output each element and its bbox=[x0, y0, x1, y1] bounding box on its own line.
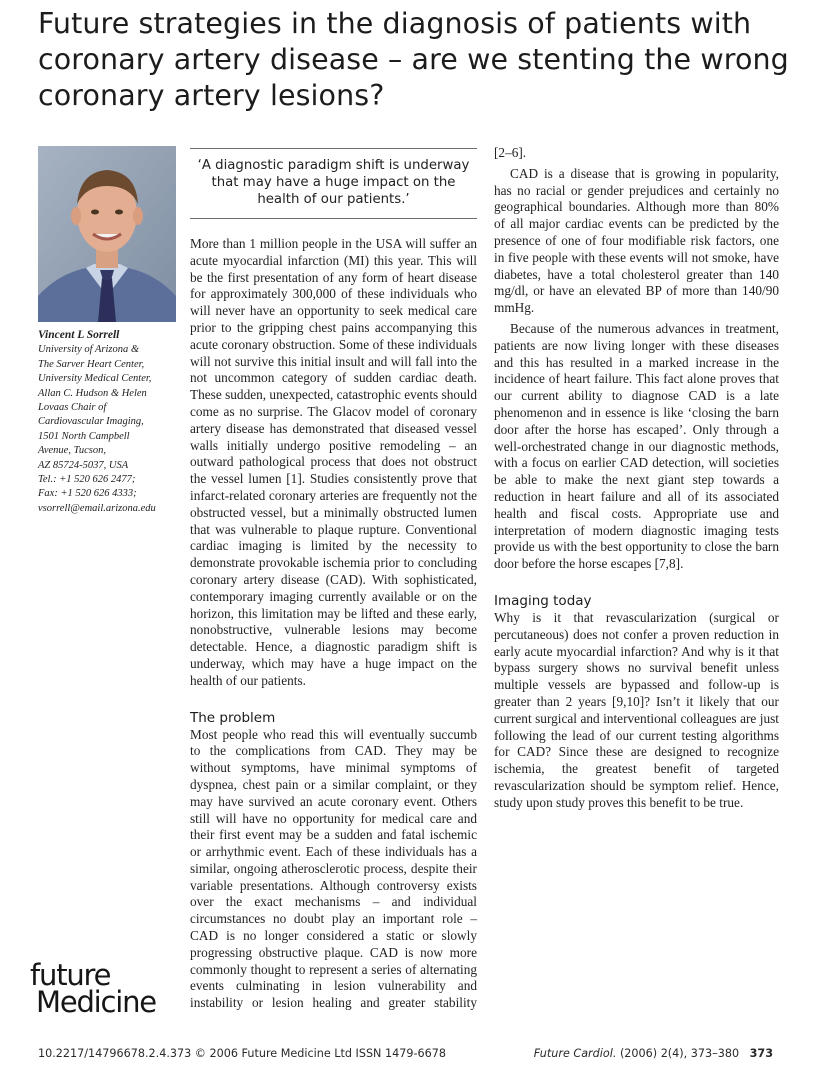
author-photo bbox=[38, 146, 176, 322]
page-number: 373 bbox=[749, 1047, 773, 1060]
affiliation-line: 1501 North Campbell bbox=[38, 430, 130, 442]
problem-paragraph bbox=[190, 727, 477, 1013]
affiliation-line: University of Arizona & bbox=[38, 344, 140, 356]
intro-paragraph: More than 1 million people in the USA will suffer an acute myocardial infarction (MI) this year. This will be the first presentation of any form of heart disease for approximately 300,000 of these individuals who will never have an opportunity to seek medical care prior to the gripping chest pains accompanying this acute coronary obstruction. Some of these individuals will not survive this initial insult and will fall into the not uncommon category of sudden cardiac death. These sudden, unexpected, catastrophic events should come as no surprise. The Glacov model of coronary artery disease has demonstrated that diseased vessel walls initially undergo positive remodeling – an outward pathological process that does not obstruct the vessel lumen [1]. Studies consistently prove that infarct-related coronary arteries are frequently not the obstructed vessel, but a minimally obstructed lumen that was vulnerable to plaque rupture. Conventional cardiac imaging is limited by the necessity to demonstrate provokable ischemia prior to concluding coronary artery disease (CAD). With sophisticated, contemporary imaging currently available or on the horizon, this limitation may be lifted and these early, nonobstructive, vulnerable lesions may become detectable. Hence, a diagnostic paradigm shift is underway, which may have a huge impact on the health of our patients. bbox=[190, 236, 477, 688]
body-column-left bbox=[190, 236, 477, 1012]
affiliation-line: University Medical Center, bbox=[38, 373, 152, 385]
author-name: Vincent L Sorrell bbox=[38, 329, 120, 341]
affiliation-line: Allan C. Hudson & Helen bbox=[38, 387, 147, 399]
footer-volume: (2006) 2(4), 373–380 bbox=[619, 1047, 740, 1060]
problem-paragraph-text: Most people who read this will eventually succumb to the complications from CAD. They may be without symptoms, have minimal symptoms of dyspnea, chest pain or a similar complaint, or they may have survived an acute coronary event. Others still will have no opportunity for medical care and their first event may be a sudden and fatal ischemic or arrhythmic event. Each of these individuals has a similar, ongoing atherosclerotic process, despite their variable presentations. Although controversy exists over the exact mechanisms – and individual circumstances no doubt play an important role – CAD is no longer considered a static or slowly progressing obstructive plaque. CAD is now more commonly thought to represent a series of alternating events culminating in lesion vulnerability and instability or lesion healing and greater stability bbox=[190, 726, 477, 1011]
body-column-right bbox=[494, 145, 779, 811]
affiliation-line: Cardiovascular Imaging, bbox=[38, 416, 144, 428]
section-heading-problem: The problem bbox=[190, 709, 276, 726]
affiliation-line: Lovaas Chair of bbox=[38, 402, 107, 414]
pull-quote-bottom-rule bbox=[190, 218, 477, 219]
logo-line-medicine: Medicine bbox=[36, 985, 156, 1019]
future-medicine-logo bbox=[30, 958, 180, 1019]
logo-line-future: future bbox=[30, 958, 111, 992]
problem-paragraph-2: CAD is a disease that is growing in popularity, has no racial or gender prejudices and certainly no geographical boundaries. Although more than 80% of all major cardiac events can be predicted by the presence of one of four modifiable risk factors, one in five people with these events will not smoke, have diabetes, have a total cholesterol greater than 140 mg/dl, or have an elevated BP of more than 140/90 mmHg. bbox=[494, 165, 779, 316]
author-portrait-image bbox=[38, 146, 176, 322]
footer-journal: Future Cardiol. bbox=[533, 1047, 617, 1060]
affiliation-line: The Sarver Heart Center, bbox=[38, 358, 145, 370]
affiliation-line: AZ 85724-5037, USA bbox=[38, 459, 129, 471]
imaging-paragraph: Why is it that revascularization (surgical or percutaneous) does not confer a proven reduction in early acute myocardial infarction? And why is it that bypass surgery shows no survival benefit unless multiple vessels are bypassed and follow-up is greater than 2 years [9,10]? Isn’t it likely that our current surgical and interventional colleagues are just following the lead of our current testing algorithms for CAD? Since these are designed to recognize ischemia, the greatest benefit of targeted revascularization should be symptom relief. Hence, study upon study proves this benefit to be true. bbox=[494, 609, 779, 810]
problem-paragraph-3: Because of the numerous advances in treatment, patients are now living longer with these diseases and this has resulted in a marked increase in the incidence of heart failure. This fact alone proves that our current ability to diagnose CAD is a late phenomenon and in essence is like ‘closing the barn door after the horse has escaped’. Only through a well-orchestrated change in our diagnostic methods, with a focus on earlier CAD detection, will societies be able to make the next giant step towards a reduction in heart failure and all of its associated health and fiscal costs. Appropriate use and interpretation of modern diagnostic imaging tests provide us with the best opportunity to close the barn door before the horse escapes [7,8]. bbox=[494, 320, 779, 572]
author-sidebar bbox=[38, 328, 176, 516]
author-phone: Tel.: +1 520 626 2477; bbox=[38, 474, 136, 486]
footer-doi: 10.2217/14796678.2.4.373 © 2006 Future Medicine Ltd ISSN 1479-6678 bbox=[38, 1047, 446, 1060]
pull-quote: ‘A diagnostic paradigm shift is underway that may have a huge impact on the health of our patients.’ bbox=[197, 158, 470, 207]
problem-paragraph-continued: [2–6]. bbox=[494, 145, 527, 160]
footer-citation bbox=[534, 1047, 773, 1060]
author-email[interactable]: vsorrell@email.arizona.edu bbox=[38, 502, 156, 514]
article-title: Future strategies in the diagnosis of patients with coronary artery disease – are we stenting the wrong coronary artery lesions? bbox=[38, 7, 789, 112]
section-heading-imaging: Imaging today bbox=[494, 592, 592, 609]
affiliation-line: Avenue, Tucson, bbox=[38, 445, 106, 457]
author-fax: Fax: +1 520 626 4333; bbox=[38, 488, 137, 500]
pull-quote-top-rule bbox=[190, 148, 477, 149]
